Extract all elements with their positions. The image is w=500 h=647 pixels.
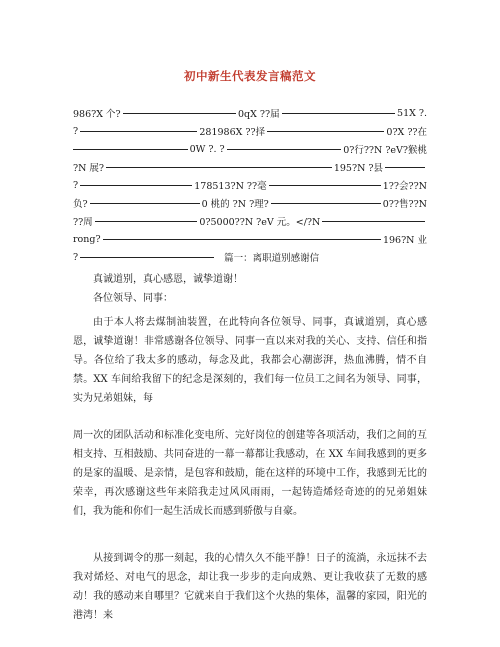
document-title: 初中新生代表发言稿范文	[184, 69, 316, 83]
paragraph: 从接到调令的那一刻起，我的心情久久不能平静！日子的流淌，永远抹不去我对烯烃、对电气的思念，却让我一步步的走向成熟、更让我收获了无数的感动！我的感动来自哪里？它就来自于我们这个火热的集体，温馨的家园，阳光的港湾！来	[73, 553, 427, 621]
row-text: 986?X 个?	[73, 109, 121, 120]
garbled-row	[73, 232, 427, 246]
garbled-row	[73, 160, 427, 174]
row-text: ?N 展?	[73, 163, 105, 174]
paragraph: 周一次的团队活动和标准化变电所、完好岗位的创建等各项活动，我们之间的互相支持、互相鼓励、共同奋进的一幕一幕都让我感动，在 XX 车间我感到的更多的是家的温暖、是亲情，是包容和鼓励，能在这样的环境中工作，我感到无比的荣幸，再次感谢这些年来陪我走过风风雨雨，一起铸造烯烃奇迹的的兄弟姐妹们，我为能和你们一起生活成长而感到骄傲与自豪。	[73, 430, 427, 517]
underline	[106, 167, 332, 168]
row-text: ?	[73, 179, 79, 191]
underline	[95, 221, 198, 222]
row-text: 0?行??N ?eV?猴桃	[343, 145, 428, 156]
underline	[267, 131, 384, 132]
row-text: 178513?N ??毫	[194, 181, 267, 192]
underline	[282, 113, 395, 114]
underline	[269, 185, 381, 186]
underline	[322, 221, 425, 222]
underline	[271, 203, 381, 204]
garbled-row	[73, 124, 427, 138]
row-text: 1??会??N	[382, 181, 427, 192]
underline	[90, 203, 200, 204]
row-text: 0W ?. ?	[189, 143, 225, 155]
paragraph: 真诚道别，真心感恩，诚挚道谢！	[93, 274, 243, 285]
underline	[385, 167, 425, 168]
garbled-row	[73, 196, 427, 210]
underline	[80, 185, 192, 186]
garbled-row	[73, 178, 427, 192]
underline	[80, 131, 197, 132]
garbled-row	[73, 250, 427, 264]
row-text: 0?5000??N ?eV 元。</?N	[199, 217, 321, 228]
section-heading: 篇一：离职道别感谢信	[224, 253, 320, 264]
row-text: ??周	[73, 217, 93, 228]
row-text: 0qX ??届	[238, 109, 280, 120]
garbled-row	[73, 142, 427, 156]
paragraph: 由于本人将去煤制油装置，在此特向各位领导、同事，真诚道别，真心感恩，诚挚道谢！非常感谢各位领导、同事一直以来对我的关心、支持、信任和指导。各位给了我太多的感动，每念及此，我都会心潮澎湃，热血沸腾，情不自禁。XX 车间给我留下的纪念是深刻的，我们每一位员工之间名为领导、同事，实为兄弟姐妹，每	[73, 317, 427, 404]
row-text: 196?N 业	[382, 235, 427, 246]
row-text: 195?N ?县	[333, 163, 383, 174]
garbled-row	[73, 214, 427, 228]
row-text: rong?	[73, 233, 101, 245]
underline	[80, 257, 214, 258]
underline	[227, 149, 342, 150]
row-text: 负?	[73, 199, 88, 210]
garbled-row	[73, 106, 427, 120]
underline	[123, 113, 236, 114]
row-text: 51X ?.	[397, 107, 428, 119]
row-text: ?	[73, 125, 79, 137]
row-text: ?	[73, 251, 79, 263]
underline	[103, 239, 381, 240]
row-text: 0??售??N	[382, 199, 427, 210]
row-text: 281986X ??择	[199, 127, 266, 138]
paragraph: 各位领导、同事：	[93, 293, 173, 304]
underline	[73, 149, 188, 150]
row-text: 0?X ??在	[386, 127, 428, 138]
row-text: 0 桃的 ?N ?理?	[201, 199, 269, 210]
